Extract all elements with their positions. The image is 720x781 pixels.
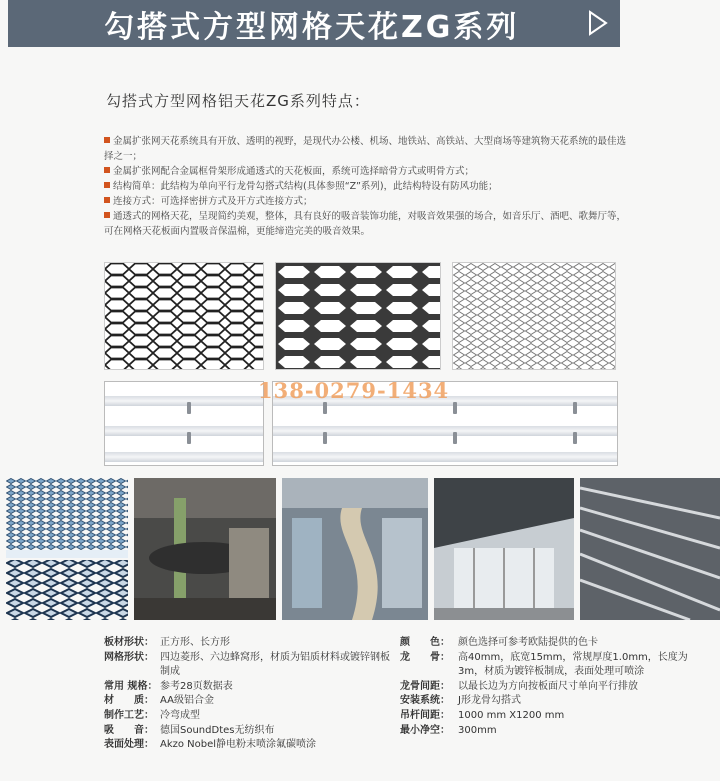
rail <box>105 426 263 436</box>
clip <box>573 402 577 414</box>
bullet-icon <box>104 182 110 188</box>
diamond-mesh-image <box>104 262 264 370</box>
spec-row: 龙骨间距： 以最长边为方向按板面尺寸单向平行排放 <box>400 680 638 692</box>
spec-row: 网格形状： 四边菱形、六边蜂窝形，材质为铝质材料或镀锌钢板制成 <box>104 651 390 678</box>
feature-item: 金属扩张网天花系统具有开放、透明的视野，是现代办公楼、机场、地铁站、高铁站、大型商场等建筑物天花系统的最佳选择之一； <box>104 136 627 162</box>
clip <box>187 402 191 414</box>
clip <box>453 432 457 444</box>
rail <box>105 452 263 462</box>
hexagon-mesh-image <box>275 262 441 370</box>
bullet-icon <box>104 212 110 218</box>
clip <box>323 402 327 414</box>
section-subtitle: 勾搭式方型网格铝天花ZG系列特点： <box>106 92 370 110</box>
fine-diamond-mesh-image <box>452 262 616 370</box>
specs-right <box>400 636 700 738</box>
page-title: 勾搭式方型网格天花ZG系列 <box>104 9 520 45</box>
rail-diagram-left <box>104 381 264 466</box>
feature-item: 结构简单：此结构为单向平行龙骨勾搭式结构(具体参照“Z”系列)，此结构特设有防风功能； <box>104 179 630 194</box>
spec-row: 颜 色： 颜色选择可参考欧陆提供的色卡 <box>400 637 598 648</box>
specs-left <box>104 636 394 753</box>
interior-photo-4 <box>580 478 720 620</box>
spec-row: 吊杆间距： 1000 mm X1200 mm <box>400 709 565 721</box>
interior-photo-1 <box>134 478 276 620</box>
spec-row: 板材形状： 正方形、长方形 <box>104 637 230 648</box>
clip <box>187 432 191 444</box>
interior-photo-3 <box>434 478 574 620</box>
spec-row: 安装系统： J形龙骨勾搭式 <box>400 695 521 707</box>
bullet-icon <box>104 137 110 143</box>
rail <box>273 452 617 462</box>
interior-photo-2 <box>282 478 428 620</box>
spec-row: 制作工艺： 冷弯成型 <box>104 709 200 721</box>
spec-row: 吸 音： 德国SoundDtes无纺织布 <box>104 724 275 736</box>
clip <box>573 432 577 444</box>
mesh-closeup-photo <box>6 478 128 620</box>
spec-row: 表面处理： Akzo Nobel静电粉末喷涂氟碳喷涂 <box>104 739 317 751</box>
feature-item: 通透式的网格天花，呈现简约美观，整体，具有良好的吸音装饰功能，对吸音效果强的场合，如音乐厅、酒吧、歌舞厅等，可在网格天花板面内置吸音保温棉，更能缔造完美的吸音效果。 <box>104 211 627 237</box>
spec-row: 最小净空： 300mm <box>400 724 497 736</box>
spec-row: 常用 规格： 参考28页数据表 <box>104 680 233 692</box>
bullet-icon <box>104 197 110 203</box>
rail <box>105 396 263 406</box>
play-arrow-icon <box>588 10 608 36</box>
bullet-icon <box>104 167 110 173</box>
spec-row: 龙 骨： 高40mm，底宽15mm，常规厚度1.0mm，长度为3m，材质为镀锌板制成，表面处理可喷涂 <box>400 651 688 678</box>
feature-item: 金属扩张网配合金属框骨架形成通透式的天花板面，系统可选择暗骨方式或明骨方式； <box>104 164 630 179</box>
clip <box>453 402 457 414</box>
title-banner <box>8 0 620 47</box>
watermark-phone: 138-0279-1434 <box>258 378 450 403</box>
spec-row: 材 质： AA级铝合金 <box>104 695 214 707</box>
clip <box>323 432 327 444</box>
feature-item: 连接方式：可选择密拼方式及开方式连接方式； <box>104 194 630 209</box>
feature-list <box>104 134 630 239</box>
